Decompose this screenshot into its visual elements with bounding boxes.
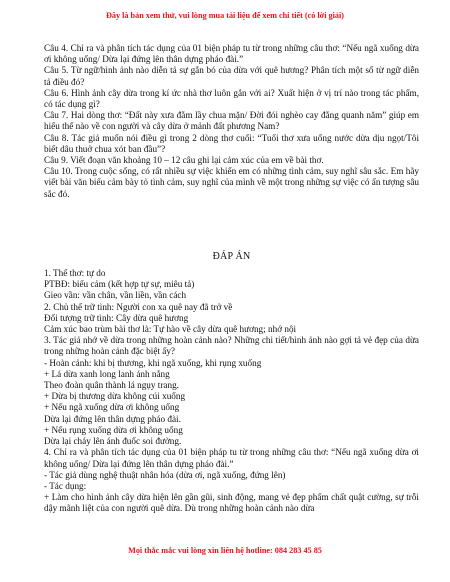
answer-line: Theo đoàn quân thành lá ngụy trang. [44,380,179,391]
answer-line: + Lá dừa xanh long lanh ánh nắng [44,368,170,379]
answer-line: Gieo vần: vần chân, vần liền, vần cách [44,290,187,301]
answer-line: - Tác dụng: [44,480,87,491]
question-4: Câu 4. Chỉ ra và phân tích tác dụng của 01 biện pháp tu từ trong những câu thơ: “Nếu ngã xuống dừa ơi không uống/ Dừa lại đứng lên thân dựng pháo đài.” [44,43,419,65]
question-8: Câu 8. Tác giả muốn nói điều gì trong 2 dòng thơ cuối: “Tuổi thơ xưa uống nước dừa dịu ngọt/Tôi biết dâu thuở chua xót ban đầu”? [44,132,419,154]
questions-section [44,43,419,200]
preview-notice: Đây là bản xem thử, vui lòng mua tài liệu để xem chi tiết (có lời giải) [105,11,344,20]
answer-line: PTBĐ: biểu cảm (kết hợp tự sự, miêu tả) [44,279,195,290]
answer-line: + Nếu rụng xuống dừa ơi không uống [44,424,183,435]
question-9: Câu 9. Viết đoạn văn khoảng 10 – 12 câu ghi lại cảm xúc của em về bài thơ. [44,155,324,166]
hotline-footer: Mọi thắc mắc vui lòng xin liên hệ hotline: 084 283 45 85 [128,546,322,555]
answer-line: Cảm xúc bao trùm bài thơ là: Tự hào về cây dừa quê hương; nhớ nội [44,324,297,335]
answer-line: Dừa lại đứng lên thân dựng pháo đài. [44,413,181,424]
answer-line: - Hoàn cảnh: khi bị thương, khi ngã xuống, khi rụng xuống [44,357,262,368]
answer-line: 3. Tác giả nhớ về dừa trong những hoàn cảnh nào? Những chi tiết/hình ảnh nào gợi tả vẻ đẹp của dừa trong những hoàn cảnh đặc biệt ấy? [44,335,419,357]
document-body [44,43,419,515]
answer-line: + Dừa bị thương dừa không cúi xuống [44,391,186,402]
question-10: Câu 10. Trong cuộc sống, có rất nhiều sự việc khiến em có những tình cảm, suy nghĩ sâu sắc. Em hãy viết bài văn biểu cảm bày tỏ tình cảm, suy nghĩ của mình về một trong những sự việc có ấn tượng sâu sắc đó. [44,166,419,199]
question-5: Câu 5. Từ ngữ/hình ảnh nào diễn tả sự gắn bó của dừa với quê hương? Phân tích một số từ ngữ diễn tả điều đó? [44,65,419,87]
answer-line: Đối tượng trữ tình: Cây dừa quê hương [44,312,189,323]
question-7: Câu 7. Hai dòng thơ: “Đất này xưa đằm lầy chua mặn/ Đời đói nghèo cay đắng quanh năm” giúp em hiểu thế nào về con người và cây dừa ở mảnh đất phương Nam? [44,110,419,132]
answer-line: 4. Chỉ ra và phân tích tác dụng của 01 biện pháp tu từ trong những câu thơ: “Nếu ngã xuống dừa ơi không uống/ Dừa lại đứng lên thân dựng pháo đài.” [44,447,419,469]
answer-line: + Làm cho hình ảnh cây dừa hiện lên gần gũi, sinh động, mang vẻ đẹp phẩm chất quật cường, sự trỗi dậy mãnh liệt của con người quê dừa. Dù trong những hoàn cảnh nào dừa [44,492,419,514]
question-6: Câu 6. Hình ảnh cây dừa trong kí ức nhà thơ luôn gắn với ai? Xuất hiện ở vị trí nào trong tác phẩm, có tác dụng gì? [44,87,419,110]
answer-line: 2. Chủ thể trữ tình: Người con xa quê nay đã trở về [44,301,233,312]
answer-line: + Nếu ngã xuống dừa ơi không uống [44,402,180,413]
answer-line: 1. Thể thơ: tự do [44,268,106,279]
answers-section [44,268,419,514]
answer-heading: ĐÁP ÁN [212,250,251,262]
answer-line: Dừa lại cháy lên ánh đuốc soi đường. [44,436,182,447]
answer-line: - Tác giả dùng nghệ thuật nhân hóa (dừa ơi, ngã xuống, đứng lên) [44,469,286,480]
section-spacer [44,200,419,251]
